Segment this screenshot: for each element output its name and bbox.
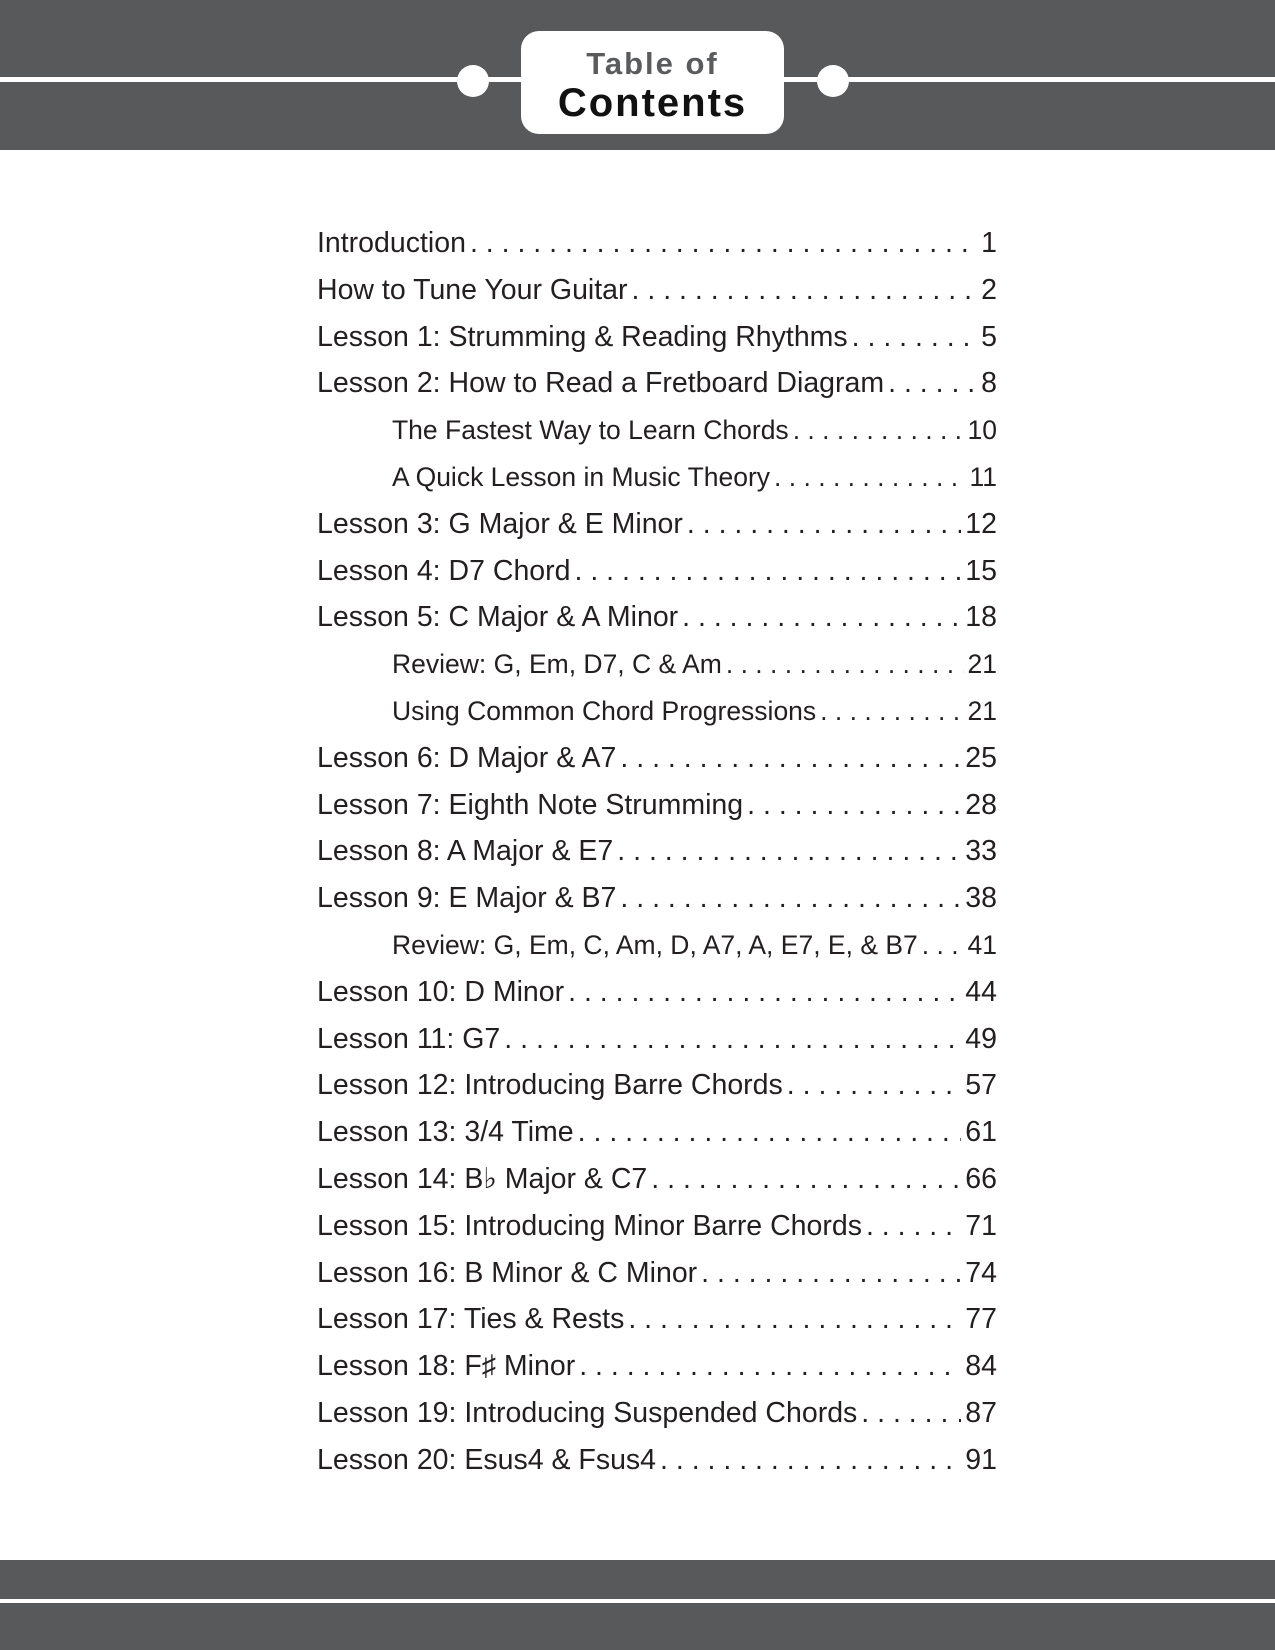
header-right-dot xyxy=(817,65,849,97)
toc-entry-page-number: 1 xyxy=(981,227,997,259)
toc-entry-page-number: 61 xyxy=(965,1116,997,1149)
toc-entry xyxy=(317,360,997,407)
toc-entry xyxy=(317,454,997,501)
toc-dot-leader xyxy=(632,267,978,314)
toc-dot-leader xyxy=(687,501,961,548)
toc-dot-leader xyxy=(574,548,961,595)
toc-entry-title: The Fastest Way to Learn Chords xyxy=(392,415,789,446)
toc-entry-title: Lesson 8: A Major & E7 xyxy=(317,835,614,868)
toc-dot-leader xyxy=(922,922,964,969)
toc-dot-leader xyxy=(579,1343,961,1390)
toc-entry-title: Lesson 9: E Major & B7 xyxy=(317,882,617,915)
toc-entry xyxy=(317,875,997,922)
toc-entry xyxy=(317,267,997,314)
toc-entry-page-number: 44 xyxy=(965,975,997,1008)
toc-entry xyxy=(317,1296,997,1343)
footer-divider-line xyxy=(0,1599,1275,1603)
toc-entry-page-number: 84 xyxy=(965,1350,997,1383)
toc-dot-leader xyxy=(701,1250,961,1297)
toc-dot-leader xyxy=(504,1016,961,1063)
toc-entry-title: Lesson 10: D Minor xyxy=(317,975,565,1008)
toc-dot-leader xyxy=(888,360,977,407)
toc-entry xyxy=(317,828,997,875)
toc-entry-page-number: 5 xyxy=(981,320,997,353)
toc-entry xyxy=(317,688,997,735)
toc-dot-leader xyxy=(568,969,961,1016)
toc-entry-title: Lesson 19: Introducing Suspended Chords xyxy=(317,1396,858,1429)
toc-entry-title: Lesson 2: How to Read a Fretboard Diagram xyxy=(317,367,885,400)
toc-entry xyxy=(317,594,997,641)
toc-dot-leader xyxy=(747,782,961,829)
toc-dot-leader xyxy=(651,1156,961,1203)
toc-entry-title: Lesson 11: G7 xyxy=(317,1022,501,1055)
toc-entry-page-number: 41 xyxy=(967,929,997,960)
toc-dot-leader xyxy=(787,1062,962,1109)
toc-entry-title: Lesson 15: Introducing Minor Barre Chords xyxy=(317,1209,862,1242)
toc-entry-page-number: 21 xyxy=(967,695,997,726)
toc-entry-title: Lesson 7: Eighth Note Strumming xyxy=(317,788,744,821)
toc-entry-title: Lesson 3: G Major & E Minor xyxy=(317,507,683,540)
toc-dot-leader xyxy=(470,220,977,267)
toc-dot-leader xyxy=(861,1390,961,1437)
toc-dot-leader xyxy=(866,1203,961,1250)
toc-entry xyxy=(317,1343,997,1390)
toc-entry-title: Introduction xyxy=(317,227,466,259)
toc-dot-leader xyxy=(620,875,961,922)
toc-entry xyxy=(317,1437,997,1484)
toc-entry-page-number: 2 xyxy=(981,273,997,306)
toc-entry-page-number: 25 xyxy=(965,741,997,774)
toc-entry-title: Review: G, Em, C, Am, D, A7, A, E7, E, & B7 xyxy=(392,929,918,960)
toc-entry xyxy=(317,1156,997,1203)
toc-dot-leader xyxy=(852,314,977,361)
toc-entry-page-number: 71 xyxy=(965,1209,997,1242)
toc-entry-page-number: 87 xyxy=(965,1396,997,1429)
toc-entry-title: Lesson 14: B♭ Major & C7 xyxy=(317,1162,648,1195)
toc-dot-leader xyxy=(726,641,964,688)
toc-entry-page-number: 74 xyxy=(965,1256,997,1289)
toc-entry-page-number: 8 xyxy=(981,367,997,400)
toc-dot-leader xyxy=(620,735,961,782)
toc-entry xyxy=(317,220,997,267)
toc-entry xyxy=(317,407,997,454)
toc-entry-title: Lesson 4: D7 Chord xyxy=(317,554,571,587)
toc-entry-title: Lesson 20: Esus4 & Fsus4 xyxy=(317,1443,657,1476)
toc-entry-page-number: 33 xyxy=(965,835,997,868)
toc-entry xyxy=(317,314,997,361)
toc-entry xyxy=(317,782,997,829)
toc-entry-title: Lesson 16: B Minor & C Minor xyxy=(317,1256,698,1289)
toc-entry-page-number: 91 xyxy=(965,1443,997,1476)
toc-entry xyxy=(317,1109,997,1156)
header-left-dot xyxy=(457,65,489,97)
toc-dot-leader xyxy=(660,1437,961,1484)
toc-dot-leader xyxy=(793,407,964,454)
toc-entry-title: Lesson 13: 3/4 Time xyxy=(317,1116,574,1149)
toc-entry-title: A Quick Lesson in Music Theory xyxy=(392,461,771,492)
toc-entry-title: Lesson 18: F♯ Minor xyxy=(317,1350,576,1383)
toc-entry-title: Lesson 12: Introducing Barre Chords xyxy=(317,1069,783,1102)
toc-entry xyxy=(317,969,997,1016)
toc-entry xyxy=(317,1203,997,1250)
toc-entry xyxy=(317,641,997,688)
toc-entry xyxy=(317,1250,997,1297)
toc-entry-page-number: 66 xyxy=(965,1162,997,1195)
toc-entry-title: Review: G, Em, D7, C & Am xyxy=(392,649,722,680)
toc-entry-page-number: 21 xyxy=(967,649,997,680)
toc-entry xyxy=(317,1016,997,1063)
toc-entry-page-number: 18 xyxy=(965,601,997,634)
toc-entry xyxy=(317,1390,997,1437)
toc-entry-title: Lesson 1: Strumming & Reading Rhythms xyxy=(317,320,848,353)
toc-entry-title: Lesson 5: C Major & A Minor xyxy=(317,601,679,634)
footer-band xyxy=(0,1560,1275,1650)
toc-entry xyxy=(317,922,997,969)
table-of-contents xyxy=(317,220,997,1484)
toc-entry-page-number: 12 xyxy=(965,507,997,540)
toc-dot-leader xyxy=(578,1109,962,1156)
toc-entry-title: Lesson 17: Ties & Rests xyxy=(317,1303,625,1336)
toc-entry-page-number: 57 xyxy=(965,1069,997,1102)
toc-entry-page-number: 15 xyxy=(965,554,997,587)
title-box xyxy=(521,31,784,134)
toc-entry-page-number: 11 xyxy=(969,461,997,492)
toc-entry-page-number: 49 xyxy=(965,1022,997,1055)
toc-entry xyxy=(317,735,997,782)
title-line-2: Contents xyxy=(557,81,748,125)
toc-entry xyxy=(317,501,997,548)
toc-dot-leader xyxy=(628,1296,961,1343)
toc-entry-page-number: 28 xyxy=(965,788,997,821)
toc-dot-leader xyxy=(820,688,963,735)
toc-entry-title: How to Tune Your Guitar xyxy=(317,273,628,306)
toc-entry xyxy=(317,1062,997,1109)
toc-entry-page-number: 77 xyxy=(965,1303,997,1336)
title-line-1: Table of xyxy=(586,46,719,81)
toc-dot-leader xyxy=(617,828,961,875)
toc-entry-title: Lesson 6: D Major & A7 xyxy=(317,741,617,774)
toc-dot-leader xyxy=(682,594,961,641)
toc-entry-title: Using Common Chord Progressions xyxy=(392,695,817,726)
toc-dot-leader xyxy=(774,454,965,501)
toc-entry-page-number: 38 xyxy=(965,882,997,915)
toc-entry xyxy=(317,548,997,595)
toc-entry-page-number: 10 xyxy=(967,415,997,446)
